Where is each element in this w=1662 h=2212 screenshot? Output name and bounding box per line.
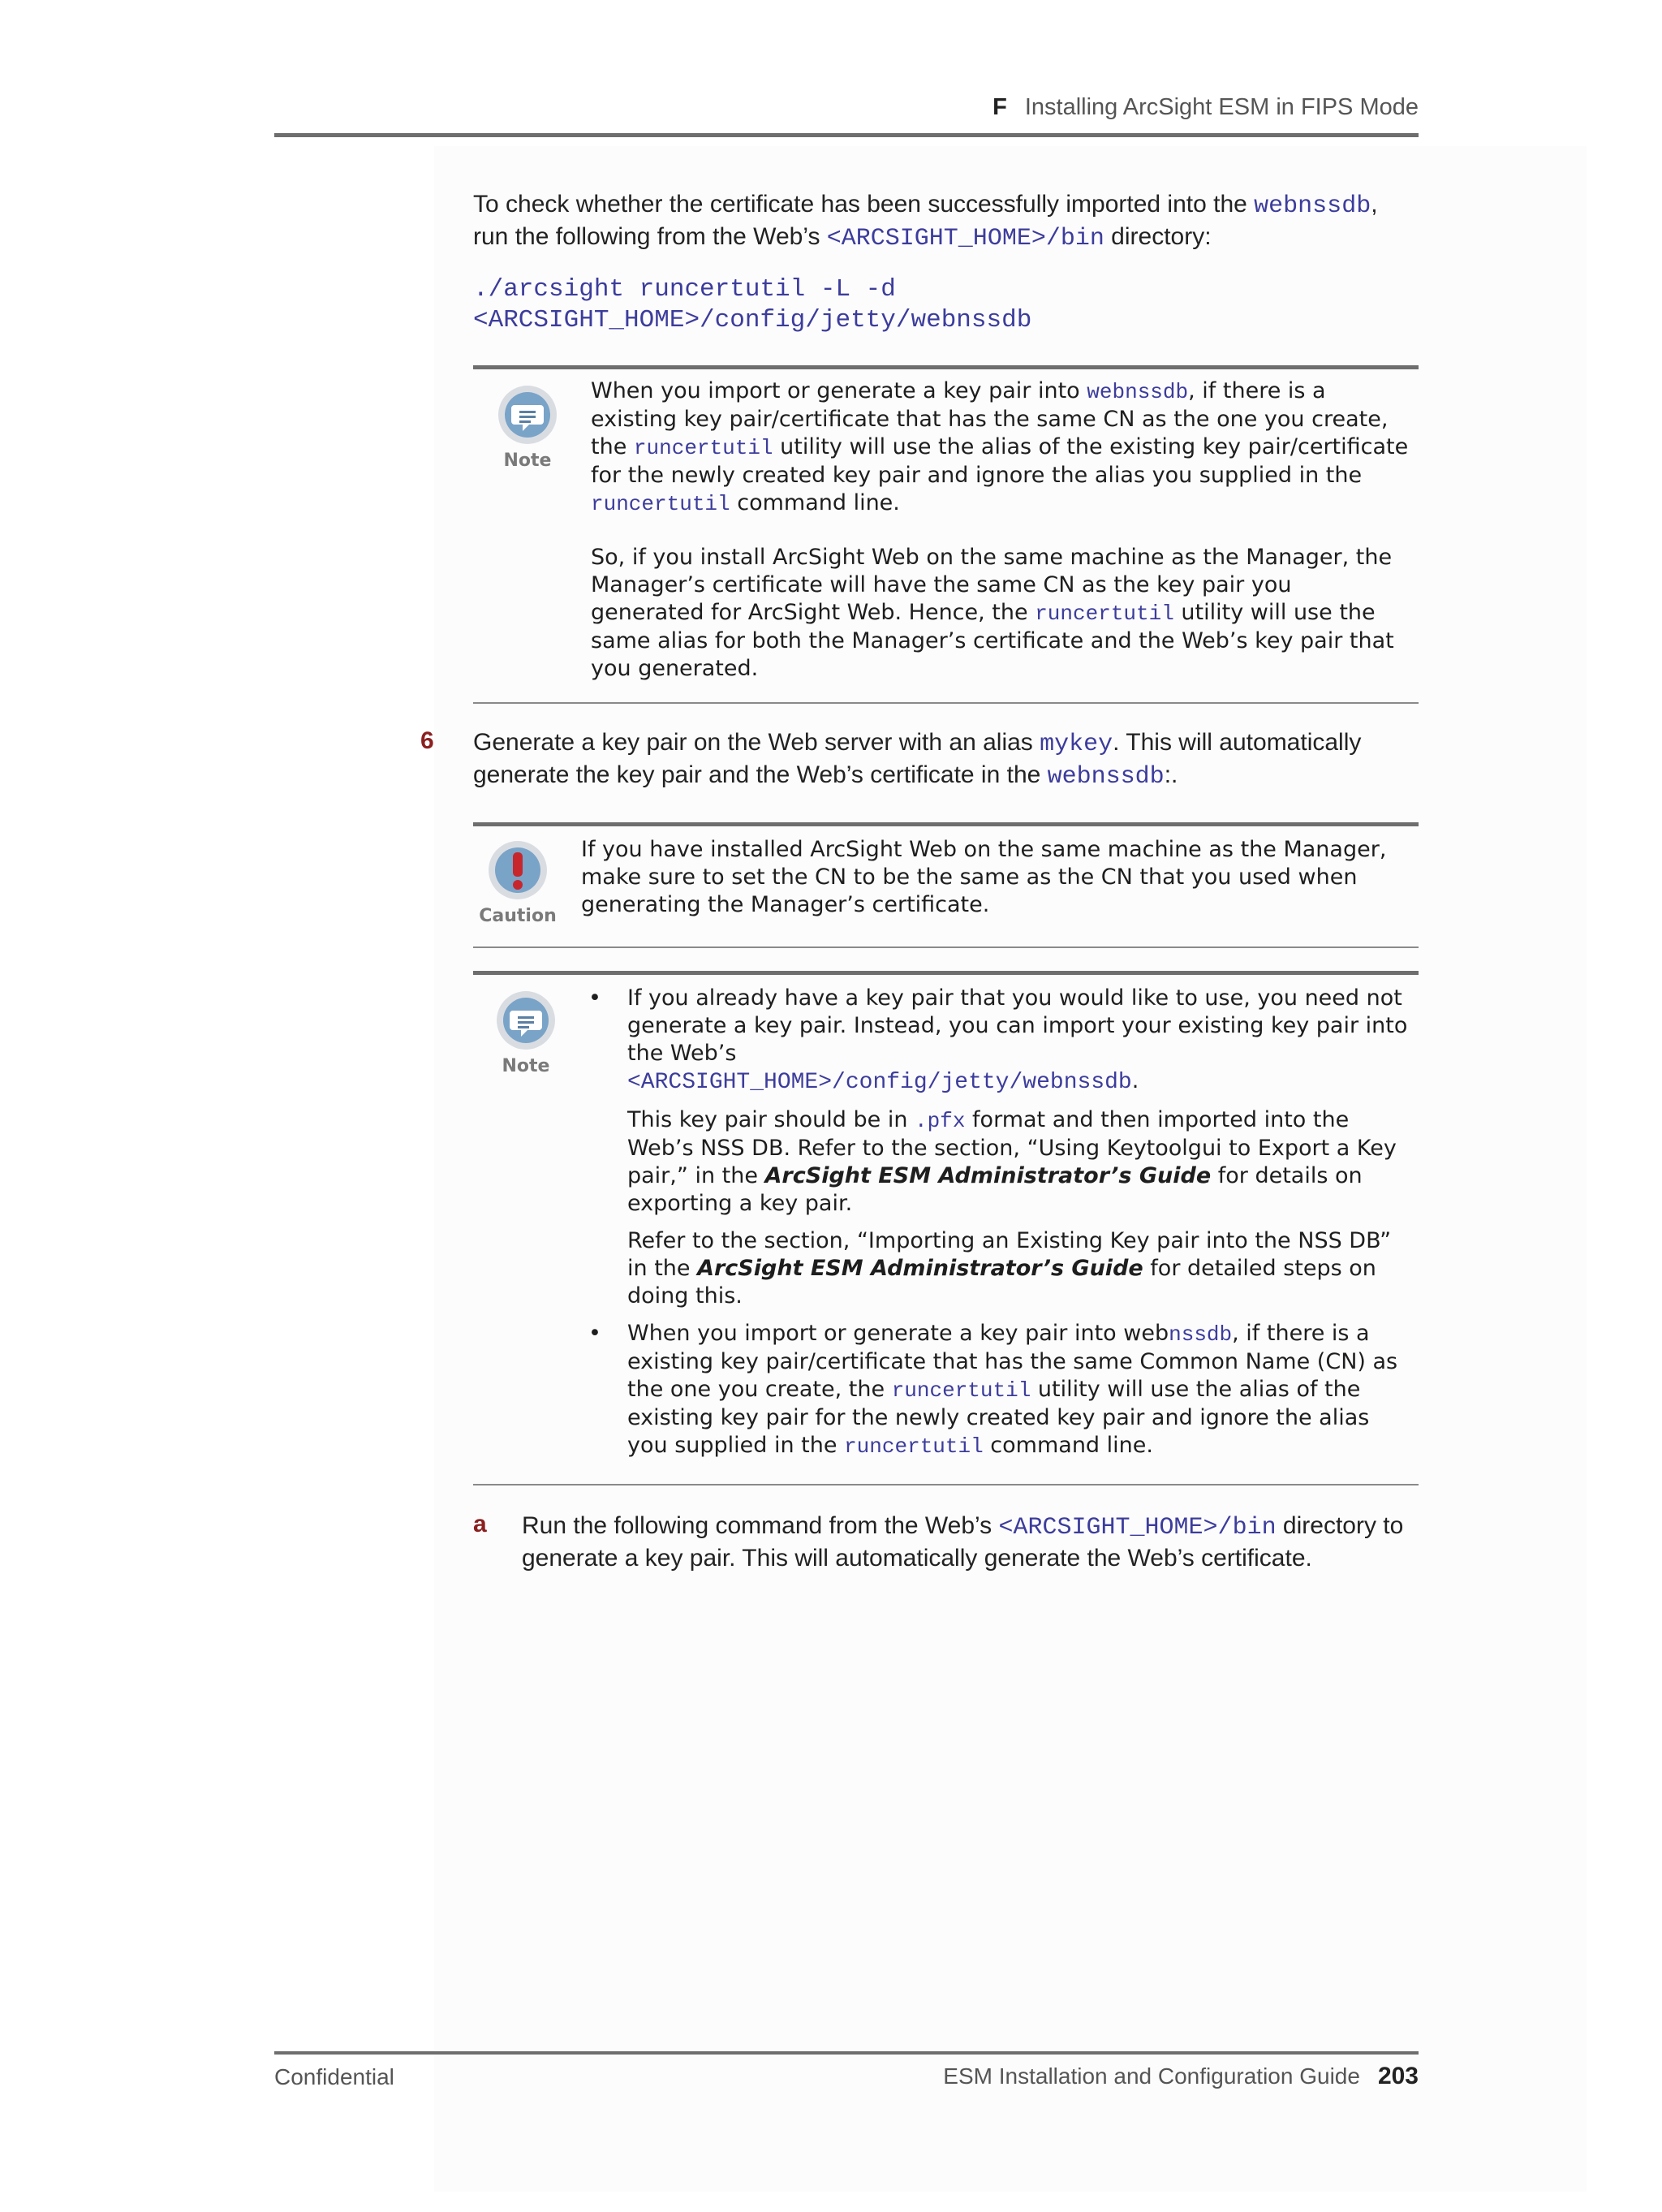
page-header	[274, 91, 1419, 137]
guide-title: ArcSight ESM Administrator’s Guide	[764, 1163, 1212, 1188]
caution-box	[473, 822, 1419, 948]
chapter-letter: F	[992, 94, 1007, 120]
code-runcertutil: runcertutil	[891, 1378, 1031, 1403]
command-block	[473, 274, 1031, 336]
step-6-text	[473, 727, 1423, 792]
code-mykey: mykey	[1040, 731, 1113, 758]
text: for detailed steps on doing this.	[627, 1256, 1376, 1309]
code-runcertutil: runcertutil	[591, 492, 730, 516]
note-1-text	[591, 377, 1410, 683]
intro-text: To check whether the certificate has been successfully imported into the	[473, 191, 1255, 218]
substep-a-text	[522, 1511, 1427, 1574]
caution-text: If you have installed ArcSight Web on the same machine as the Manager, make sure to set the CN to be the same as the CN that you used when generating the Manager’s certificate.	[581, 837, 1387, 917]
code-webnssdb: webnssdb	[1047, 763, 1165, 791]
note-box-2	[473, 971, 1419, 1485]
code-webnssdb: webnssdb	[1254, 192, 1371, 220]
intro-text: directory:	[1104, 223, 1212, 250]
code-runcertutil: runcertutil	[633, 436, 773, 460]
chapter-heading	[992, 94, 1419, 121]
code-runcertutil: runcertutil	[844, 1434, 984, 1459]
footer-right	[943, 2063, 1419, 2090]
code-pfx: .pfx	[915, 1109, 966, 1133]
page-number: 203	[1377, 2063, 1419, 2089]
guide-title: ArcSight ESM Administrator’s Guide	[697, 1256, 1143, 1281]
note-1-paragraph-1	[591, 377, 1410, 518]
text: utility will use the alias of the existing key pair for the newly created key pair and ignore the alias you supplied in the	[627, 1377, 1370, 1458]
bullet-1-paragraph-1	[627, 985, 1412, 1097]
text: for details on exporting a key pair.	[627, 1163, 1363, 1216]
intro-text: ,	[1371, 191, 1378, 218]
text: So, if you install ArcSight Web on the same machine as the Manager, the Manager’s certificate will have the same CN as the key pair you generated for ArcSight Web. Hence, the	[591, 545, 1393, 625]
bullet-1-paragraph-2	[627, 1106, 1412, 1218]
code-bin-path: <ARCSIGHT_HOME>/bin	[826, 225, 1104, 252]
guide-name: ESM Installation and Configuration Guide	[943, 2063, 1360, 2089]
text: directory to generate a key pair. This will automatically generate the Web’s certificate.	[522, 1512, 1404, 1572]
step-number-6: 6	[420, 727, 434, 754]
substep-letter-a: a	[473, 1511, 487, 1537]
text: Run the following command from the Web’s	[522, 1512, 999, 1539]
page-footer	[274, 2051, 1419, 2089]
text: command line.	[730, 490, 900, 515]
code-webnssdb-path: <ARCSIGHT_HOME>/config/jetty/webnssdb	[627, 1070, 1132, 1095]
note-icon	[483, 384, 572, 471]
text: This key pair should be in	[627, 1107, 915, 1132]
text: .	[1131, 1068, 1139, 1093]
command-line-2: <ARCSIGHT_HOME>/config/jetty/webnssdb	[473, 306, 1032, 334]
note-label: Note	[502, 1056, 550, 1076]
code-webnssdb: webnssdb	[1087, 380, 1189, 404]
caution-icon	[473, 839, 562, 926]
caution-label: Caution	[479, 906, 557, 926]
text: :.	[1164, 761, 1178, 788]
code-bin-path: <ARCSIGHT_HOME>/bin	[998, 1514, 1277, 1542]
text: Refer to the section, “Importing an Existing Key pair into the NSS DB” in the	[627, 1228, 1392, 1281]
code-nssdb: nssdb	[1169, 1322, 1233, 1347]
text: . This will automatically generate the key pair and the Web’s certificate in the	[473, 729, 1362, 788]
bullet-item-2	[588, 1320, 1412, 1460]
chapter-title: Installing ArcSight ESM in FIPS Mode	[1024, 94, 1419, 120]
confidential-label: Confidential	[274, 2064, 394, 2089]
note-box-1	[473, 365, 1419, 704]
note-icon	[481, 990, 571, 1076]
text: command line.	[983, 1433, 1153, 1458]
text: If you already have a key pair that you would like to use, you need not generate a key pair. Instead, you can import your existing key pair into the Web’s	[627, 985, 1408, 1066]
command-line-1: ./arcsight runcertutil -L -d	[473, 275, 896, 304]
bullet-1-paragraph-3	[627, 1227, 1412, 1310]
bullet-icon: •	[588, 985, 601, 1011]
bullet-icon: •	[588, 1321, 601, 1346]
text: utility will use the alias of the existing key pair/certificate for the newly created key pair and ignore the alias you supplied in the	[591, 434, 1409, 488]
text: When you import or generate a key pair into web	[627, 1321, 1169, 1346]
note-1-paragraph-2	[591, 544, 1410, 683]
note-2-text	[588, 985, 1412, 1460]
intro-paragraph	[473, 189, 1423, 254]
text: utility will use the same alias for both the Manager’s certificate and the Web’s key pair that you generated.	[591, 600, 1394, 681]
note-label: Note	[503, 451, 552, 471]
code-runcertutil: runcertutil	[1035, 602, 1174, 626]
text: format and then imported into the Web’s NSS DB. Refer to the section, “Using Keytoolgui to Export a Key pair,” in the	[627, 1107, 1397, 1188]
intro-text: run the following from the Web’s	[473, 223, 827, 250]
text: , if there is a existing key pair/certificate that has the same CN as the one you create, the	[591, 378, 1389, 459]
text: , if there is a existing key pair/certificate that has the same Common Name (CN) as the one you create, the	[627, 1321, 1398, 1402]
bullet-item-1	[588, 985, 1412, 1310]
text: When you import or generate a key pair into	[591, 378, 1087, 403]
text: Generate a key pair on the Web server with an alias	[473, 729, 1040, 756]
bullet-2-paragraph	[627, 1320, 1412, 1460]
